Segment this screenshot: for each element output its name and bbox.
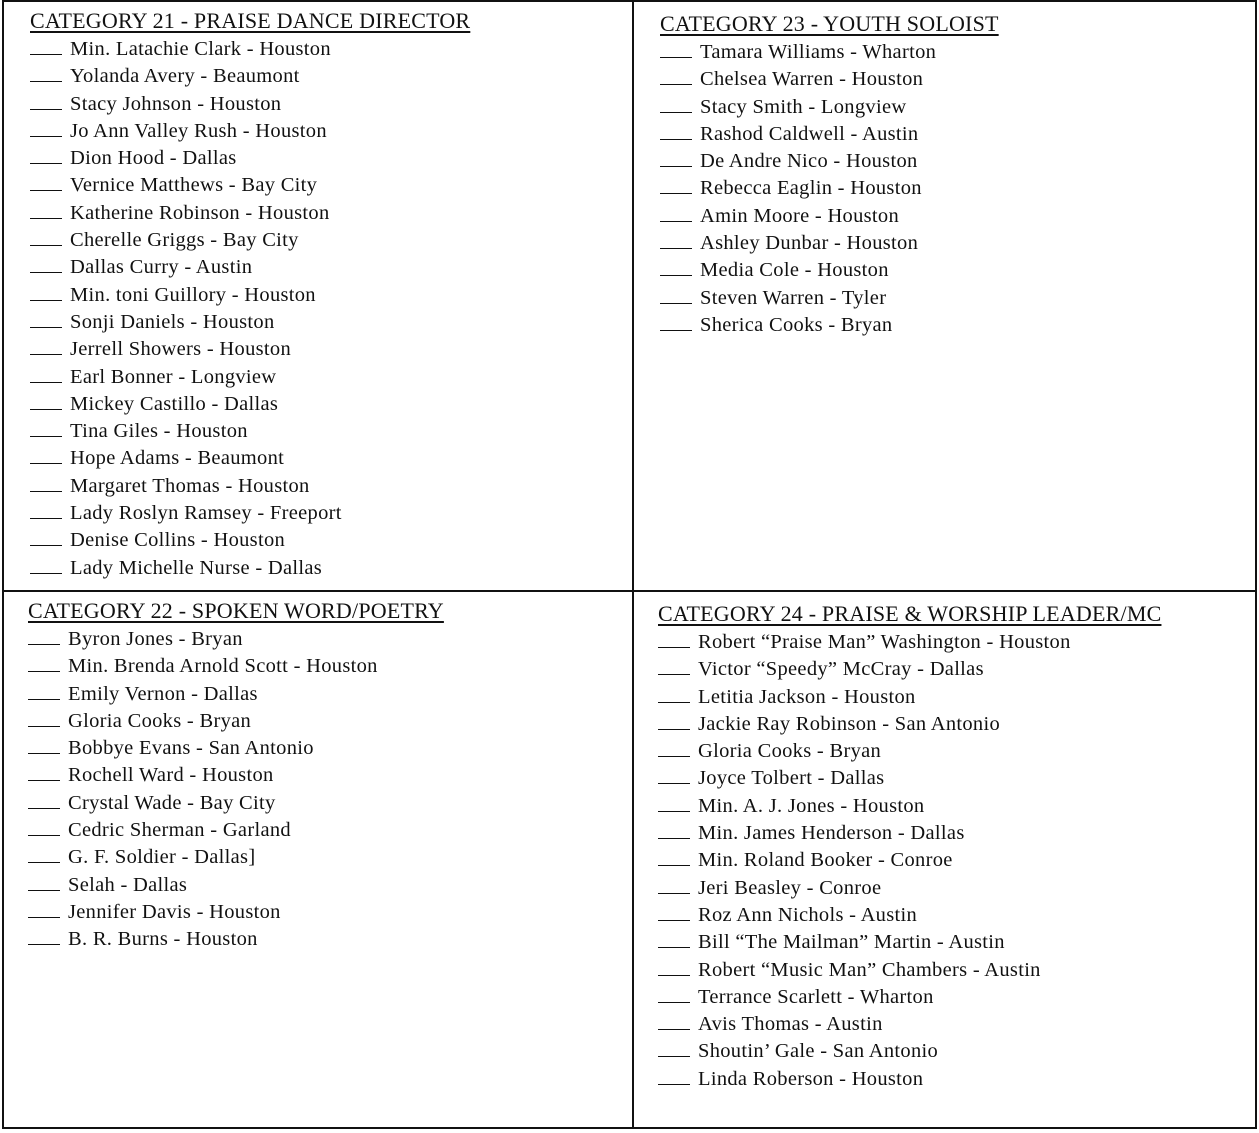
category-22-list <box>28 626 444 954</box>
nominee-name: De Andre Nico - Houston <box>700 150 918 173</box>
nominee-entry <box>658 629 1161 656</box>
nominee-name: Earl Bonner - Longview <box>70 365 277 388</box>
nominee-name: G. F. Soldier - Dallas] <box>68 846 256 869</box>
nominee-name: Stacy Smith - Longview <box>700 95 907 118</box>
vote-blank[interactable] <box>30 338 62 355</box>
vote-blank[interactable] <box>30 311 62 328</box>
nominee-entry <box>660 94 999 121</box>
nominee-name: Lady Michelle Nurse - Dallas <box>70 556 323 579</box>
nominee-entry <box>30 309 470 336</box>
vote-blank[interactable] <box>28 792 60 809</box>
nominee-name: Min. Latachie Clark - Houston <box>70 38 331 60</box>
vote-blank[interactable] <box>30 557 62 574</box>
vote-blank[interactable] <box>660 314 692 331</box>
vote-blank[interactable] <box>658 986 690 1003</box>
vote-blank[interactable] <box>30 502 62 519</box>
nominee-name: Jeri Beasley - Conroe <box>698 876 882 899</box>
nominee-name: Bill “The Mailman” Martin - Austin <box>698 931 1005 954</box>
nominee-name: Min. A. J. Jones - Houston <box>698 794 925 817</box>
vote-blank[interactable] <box>660 232 692 249</box>
vote-blank[interactable] <box>28 819 60 836</box>
nominee-name: Linda Roberson - Houston <box>698 1067 924 1090</box>
nominee-name: Jackie Ray Robinson - San Antonio <box>698 712 1001 735</box>
nominee-name: Gloria Cooks - Bryan <box>698 740 882 763</box>
vote-blank[interactable] <box>30 93 62 110</box>
nominee-name: Victor “Speedy” McCray - Dallas <box>698 658 984 681</box>
nominee-entry <box>658 711 1161 738</box>
nominee-name: Roz Ann Nichols - Austin <box>698 903 918 926</box>
nominee-name: B. R. Burns - Houston <box>68 928 258 951</box>
nominee-name: Bobbye Evans - San Antonio <box>68 737 314 760</box>
nominee-name: Shoutin’ Gale - San Antonio <box>698 1040 939 1063</box>
nominee-name: Media Cole - Houston <box>700 259 889 282</box>
nominee-entry <box>28 735 444 762</box>
nominee-entry <box>28 817 444 844</box>
nominee-name: Jo Ann Valley Rush - Houston <box>70 119 327 142</box>
vote-blank[interactable] <box>30 65 62 82</box>
vote-blank[interactable] <box>658 1013 690 1030</box>
vote-blank[interactable] <box>30 120 62 137</box>
nominee-entry <box>658 1011 1161 1038</box>
nominee-entry <box>28 790 444 817</box>
nominee-name: Tamara Williams - Wharton <box>700 41 937 63</box>
vote-blank[interactable] <box>28 655 60 672</box>
nominee-entry <box>30 172 470 199</box>
vote-blank[interactable] <box>658 767 690 784</box>
nominee-name: Selah - Dallas <box>68 873 188 896</box>
nominee-name: Chelsea Warren - Houston <box>700 68 924 91</box>
vote-blank[interactable] <box>658 877 690 894</box>
nominee-entry <box>30 282 470 309</box>
vote-blank[interactable] <box>658 1040 690 1057</box>
vertical-divider <box>632 0 634 1129</box>
vote-blank[interactable] <box>660 205 692 222</box>
nominee-name: Sherica Cooks - Bryan <box>700 313 893 336</box>
nominee-name: Byron Jones - Bryan <box>68 628 243 650</box>
vote-blank[interactable] <box>30 202 62 219</box>
vote-blank[interactable] <box>660 96 692 113</box>
vote-blank[interactable] <box>660 287 692 304</box>
nominee-entry <box>28 872 444 899</box>
vote-blank[interactable] <box>30 475 62 492</box>
category-23-panel <box>660 11 999 339</box>
vote-blank[interactable] <box>28 846 60 863</box>
nominee-name: Letitia Jackson - Houston <box>698 685 916 708</box>
category-22-title: CATEGORY 22 - SPOKEN WORD/POETRY <box>28 598 444 623</box>
vote-blank[interactable] <box>658 1068 690 1085</box>
nominee-name: Sonji Daniels - Houston <box>70 310 275 333</box>
nominee-name: Min. toni Guillory - Houston <box>70 283 316 306</box>
nominee-entry <box>30 200 470 227</box>
nominee-entry <box>28 681 444 708</box>
vote-blank[interactable] <box>28 737 60 754</box>
vote-blank[interactable] <box>658 904 690 921</box>
nominee-name: Rebecca Eaglin - Houston <box>700 177 922 200</box>
nominee-name: Joyce Tolbert - Dallas <box>698 767 885 790</box>
category-24-list <box>658 629 1161 1093</box>
nominee-entry <box>30 555 470 582</box>
nominee-entry <box>30 473 470 500</box>
vote-blank[interactable] <box>30 284 62 301</box>
nominee-name: Jerrell Showers - Houston <box>70 338 292 361</box>
nominee-entry <box>660 148 999 175</box>
nominee-name: Denise Collins - Houston <box>70 529 286 552</box>
vote-blank[interactable] <box>28 683 60 700</box>
vote-blank[interactable] <box>28 710 60 727</box>
nominee-entry <box>28 708 444 735</box>
vote-blank[interactable] <box>660 123 692 140</box>
vote-blank[interactable] <box>30 366 62 383</box>
vote-blank[interactable] <box>30 420 62 437</box>
nominee-entry <box>30 63 470 90</box>
vote-blank[interactable] <box>660 150 692 167</box>
nominee-name: Min. Roland Booker - Conroe <box>698 849 953 872</box>
nominee-entry <box>660 257 999 284</box>
nominee-name: Lady Roslyn Ramsey - Freeport <box>70 502 342 525</box>
vote-blank[interactable] <box>660 259 692 276</box>
nominee-entry <box>658 684 1161 711</box>
vote-blank[interactable] <box>660 68 692 85</box>
nominee-name: Terrance Scarlett - Wharton <box>698 985 934 1008</box>
nominee-entry <box>658 984 1161 1011</box>
category-22-panel <box>28 598 444 954</box>
vote-blank[interactable] <box>658 822 690 839</box>
nominee-entry <box>660 39 999 66</box>
nominee-name: Katherine Robinson - Houston <box>70 201 330 224</box>
nominee-name: Steven Warren - Tyler <box>700 286 887 309</box>
category-21-list <box>30 36 470 582</box>
nominee-entry <box>28 926 444 953</box>
nominee-entry <box>28 762 444 789</box>
vote-blank[interactable] <box>28 901 60 918</box>
nominee-entry <box>658 902 1161 929</box>
nominee-entry <box>658 957 1161 984</box>
nominee-name: Stacy Johnson - Houston <box>70 92 282 115</box>
nominee-entry <box>30 254 470 281</box>
nominee-entry <box>660 285 999 312</box>
category-24-panel <box>658 601 1161 1093</box>
vote-blank[interactable] <box>28 764 60 781</box>
nominee-entry <box>28 844 444 871</box>
nominee-entry <box>658 929 1161 956</box>
nominee-name: Jennifer Davis - Houston <box>68 900 281 923</box>
category-24-title: CATEGORY 24 - PRAISE & WORSHIP LEADER/MC <box>658 601 1162 626</box>
category-21-panel <box>30 8 470 582</box>
nominee-name: Robert “Music Man” Chambers - Austin <box>698 958 1041 981</box>
vote-blank[interactable] <box>658 849 690 866</box>
vote-blank[interactable] <box>30 256 62 273</box>
nominee-entry <box>660 175 999 202</box>
vote-blank[interactable] <box>658 658 690 675</box>
nominee-entry <box>658 820 1161 847</box>
nominee-name: Gloria Cooks - Bryan <box>68 709 252 732</box>
vote-blank[interactable] <box>658 931 690 948</box>
vote-blank[interactable] <box>658 686 690 703</box>
vote-blank[interactable] <box>658 959 690 976</box>
nominee-name: Min. James Henderson - Dallas <box>698 822 965 845</box>
nominee-name: Hope Adams - Beaumont <box>70 447 285 470</box>
nominee-entry <box>30 418 470 445</box>
nominee-name: Tina Giles - Houston <box>70 420 248 443</box>
nominee-entry <box>30 527 470 554</box>
horizontal-divider <box>2 590 1257 592</box>
nominee-name: Amin Moore - Houston <box>700 204 900 227</box>
vote-blank[interactable] <box>30 447 62 464</box>
nominee-entry <box>660 230 999 257</box>
nominee-entry <box>660 312 999 339</box>
nominee-entry <box>658 847 1161 874</box>
category-23-list <box>660 39 999 339</box>
vote-blank[interactable] <box>28 928 60 945</box>
vote-blank[interactable] <box>30 529 62 546</box>
nominee-entry <box>30 118 470 145</box>
nominee-name: Crystal Wade - Bay City <box>68 791 276 814</box>
nominee-entry <box>30 445 470 472</box>
vote-blank[interactable] <box>660 41 692 58</box>
nominee-entry <box>30 500 470 527</box>
nominee-entry <box>658 1066 1161 1093</box>
nominee-entry <box>30 91 470 118</box>
nominee-entry <box>660 66 999 93</box>
nominee-name: Cherelle Griggs - Bay City <box>70 229 299 252</box>
vote-blank[interactable] <box>658 631 690 648</box>
nominee-name: Rochell Ward - Houston <box>68 764 274 787</box>
nominee-entry <box>660 203 999 230</box>
vote-blank[interactable] <box>658 740 690 757</box>
nominee-name: Min. Brenda Arnold Scott - Houston <box>68 655 378 678</box>
nominee-entry <box>660 121 999 148</box>
vote-blank[interactable] <box>660 177 692 194</box>
vote-blank[interactable] <box>30 174 62 191</box>
nominee-entry <box>30 391 470 418</box>
nominee-name: Emily Vernon - Dallas <box>68 682 258 705</box>
nominee-entry <box>658 1038 1161 1065</box>
nominee-entry <box>30 227 470 254</box>
vote-blank[interactable] <box>30 393 62 410</box>
nominee-entry <box>658 656 1161 683</box>
nominee-entry <box>30 364 470 391</box>
nominee-name: Rashod Caldwell - Austin <box>700 122 919 145</box>
category-21-title: CATEGORY 21 - PRAISE DANCE DIRECTOR <box>30 8 471 33</box>
nominee-name: Cedric Sherman - Garland <box>68 819 291 842</box>
nominee-name: Mickey Castillo - Dallas <box>70 392 279 415</box>
nominee-name: Margaret Thomas - Houston <box>70 474 310 497</box>
vote-blank[interactable] <box>30 229 62 246</box>
nominee-name: Ashley Dunbar - Houston <box>700 232 919 255</box>
category-23-title: CATEGORY 23 - YOUTH SOLOIST <box>660 11 999 36</box>
nominee-name: Avis Thomas - Austin <box>698 1013 883 1036</box>
vote-blank[interactable] <box>30 38 62 55</box>
nominee-name: Dallas Curry - Austin <box>70 256 253 279</box>
nominee-name: Yolanda Avery - Beaumont <box>70 65 300 88</box>
nominee-entry <box>30 36 470 63</box>
nominee-entry <box>28 653 444 680</box>
nominee-entry <box>658 738 1161 765</box>
nominee-name: Vernice Matthews - Bay City <box>70 174 318 197</box>
nominee-entry <box>28 626 444 653</box>
vote-blank[interactable] <box>28 628 60 645</box>
vote-blank[interactable] <box>658 795 690 812</box>
nominee-entry <box>658 875 1161 902</box>
nominee-entry <box>658 793 1161 820</box>
vote-blank[interactable] <box>28 874 60 891</box>
nominee-entry <box>28 899 444 926</box>
nominee-entry <box>30 145 470 172</box>
nominee-name: Robert “Praise Man” Washington - Houston <box>698 631 1071 653</box>
vote-blank[interactable] <box>30 147 62 164</box>
nominee-name: Dion Hood - Dallas <box>70 147 237 170</box>
nominee-entry <box>30 336 470 363</box>
nominee-entry <box>658 765 1161 792</box>
vote-blank[interactable] <box>658 713 690 730</box>
